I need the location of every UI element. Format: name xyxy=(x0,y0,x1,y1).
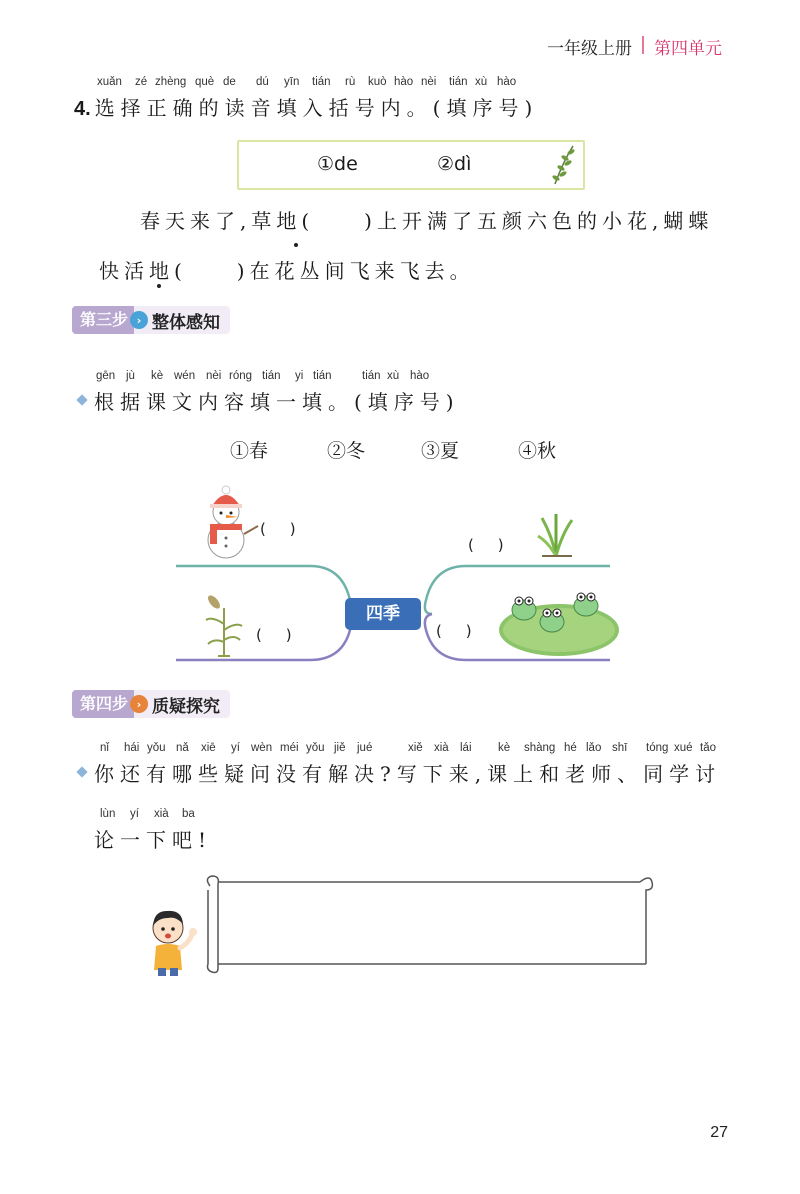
q4-title xyxy=(74,92,538,121)
pinyin-syllable: de xyxy=(223,76,236,88)
pinyin-syllable: wén xyxy=(174,370,196,382)
pinyin-syllable: lái xyxy=(460,742,472,754)
step4-pinyin-line1 xyxy=(100,742,720,756)
step4-instruction-line1: 你还有哪些疑问没有解决?写下来,课上和老师、同学讨 xyxy=(94,762,722,786)
pinyin-syllable: tián xyxy=(449,76,468,88)
step3-pinyin xyxy=(96,370,456,384)
pinyin-syllable: hào xyxy=(497,76,517,88)
pinyin-syllable: tián xyxy=(362,370,381,382)
arrow-right-icon: › xyxy=(130,311,148,329)
pinyin-syllable: yīn xyxy=(284,76,300,88)
bullet-diamond xyxy=(76,766,87,777)
pinyin-syllable: jù xyxy=(126,370,135,382)
boy-icon xyxy=(144,906,200,978)
snowman-icon xyxy=(194,484,264,560)
grass-sprout-icon xyxy=(534,512,578,558)
season-option-winter: ②冬 xyxy=(327,440,366,462)
step4-badge xyxy=(72,690,230,718)
header-grade: 一年级上册 xyxy=(547,39,632,59)
pinyin-syllable: tián xyxy=(262,370,281,382)
pinyin-syllable: yǒu xyxy=(306,742,325,754)
step3-instruction: 根据课文内容填一填。(填序号) xyxy=(94,390,460,414)
step4-name: 质疑探究 xyxy=(152,696,221,717)
q4-pinyin xyxy=(97,76,537,90)
pinyin-syllable: nèi xyxy=(206,370,222,382)
q4-instruction: 选择正确的读音填入括号内。(填序号) xyxy=(94,96,539,120)
step3-name: 整体感知 xyxy=(152,312,221,333)
pinyin-syllable: què xyxy=(195,76,215,88)
season-option-spring: ①春 xyxy=(230,440,269,462)
pinyin-syllable: kè xyxy=(498,742,511,754)
pinyin-syllable: lùn xyxy=(100,808,116,820)
pinyin-syllable: tóng xyxy=(646,742,669,754)
pinyin-syllable: wèn xyxy=(251,742,273,754)
emphasis-dot xyxy=(157,284,161,288)
pinyin-syllable: jué xyxy=(357,742,373,754)
center-label-four-seasons: 四季 xyxy=(345,598,421,630)
q4-sentence-line2: 快活地( )在花丛间飞来飞去。 xyxy=(99,259,475,283)
option-de: ①de xyxy=(317,153,358,175)
emphasis-dot xyxy=(294,243,298,247)
wheat-icon xyxy=(198,594,248,658)
pinyin-syllable: kuò xyxy=(368,76,387,88)
pinyin-syllable: xiě xyxy=(408,742,423,754)
pinyin-syllable: hào xyxy=(394,76,414,88)
step4-instruction-line2: 论一下吧! xyxy=(94,828,213,852)
pinyin-syllable: xià xyxy=(154,808,169,820)
pinyin-syllable: yǒu xyxy=(147,742,166,754)
pinyin-syllable: jiě xyxy=(334,742,346,754)
pinyin-syllable: dú xyxy=(256,76,269,88)
pinyin-syllable: shàng xyxy=(524,742,556,754)
pinyin-syllable: kè xyxy=(151,370,164,382)
blank-autumn[interactable]: ( ) xyxy=(256,626,292,644)
pinyin-syllable: hái xyxy=(124,742,140,754)
pinyin-syllable: xuǎn xyxy=(97,76,122,88)
option-di: ②dì xyxy=(437,153,472,175)
season-option-summer: ③夏 xyxy=(421,440,460,462)
pinyin-syllable: rù xyxy=(345,76,356,88)
pinyin-syllable: tǎo xyxy=(700,742,716,754)
q4-options-box xyxy=(237,140,585,190)
pinyin-syllable: nǐ xyxy=(100,742,109,754)
pinyin-syllable: xià xyxy=(434,742,449,754)
bullet-diamond xyxy=(76,394,87,405)
pinyin-syllable: zhèng xyxy=(155,76,187,88)
blank-winter[interactable]: ( ) xyxy=(260,520,296,538)
willow-branch-icon xyxy=(547,144,579,186)
pinyin-syllable: tián xyxy=(312,76,331,88)
header-unit: 第四单元 xyxy=(654,39,722,59)
pinyin-syllable: hào xyxy=(410,370,430,382)
arrow-right-icon: › xyxy=(130,695,148,713)
blank-summer[interactable]: ( ) xyxy=(436,622,472,640)
pinyin-syllable: xué xyxy=(674,742,693,754)
step3-number: 第三步 xyxy=(72,306,134,334)
pinyin-syllable: róng xyxy=(229,370,253,382)
answer-writing-area[interactable] xyxy=(222,886,642,960)
step4-number: 第四步 xyxy=(72,690,134,718)
header-divider xyxy=(642,36,644,54)
step4-pinyin-line2 xyxy=(100,808,220,822)
pinyin-syllable: méi xyxy=(280,742,299,754)
pinyin-syllable: tián xyxy=(313,370,332,382)
question-number: 4. xyxy=(74,98,91,120)
step3-badge xyxy=(72,306,230,334)
pinyin-syllable: hé xyxy=(564,742,577,754)
pinyin-syllable: xiē xyxy=(201,742,216,754)
pinyin-syllable: gēn xyxy=(96,370,116,382)
page-number: 27 xyxy=(710,1124,728,1141)
frogs-lily-pad-icon xyxy=(496,582,622,658)
pinyin-syllable: lǎo xyxy=(586,742,602,754)
pinyin-syllable: yi xyxy=(295,370,304,382)
pinyin-syllable: yí xyxy=(231,742,240,754)
q4-sentence-line1: 春天来了,草地( )上开满了五颜六色的小花,蝴蝶 xyxy=(140,209,714,233)
pinyin-syllable: shī xyxy=(612,742,628,754)
blank-spring[interactable]: ( ) xyxy=(468,536,504,554)
pinyin-syllable: nèi xyxy=(421,76,437,88)
pinyin-syllable: yí xyxy=(130,808,139,820)
pinyin-syllable: nǎ xyxy=(176,742,189,754)
season-option-autumn: ④秋 xyxy=(518,440,557,462)
pinyin-syllable: zé xyxy=(135,76,148,88)
pinyin-syllable: xù xyxy=(475,76,488,88)
pinyin-syllable: ba xyxy=(182,808,195,820)
pinyin-syllable: xù xyxy=(387,370,400,382)
